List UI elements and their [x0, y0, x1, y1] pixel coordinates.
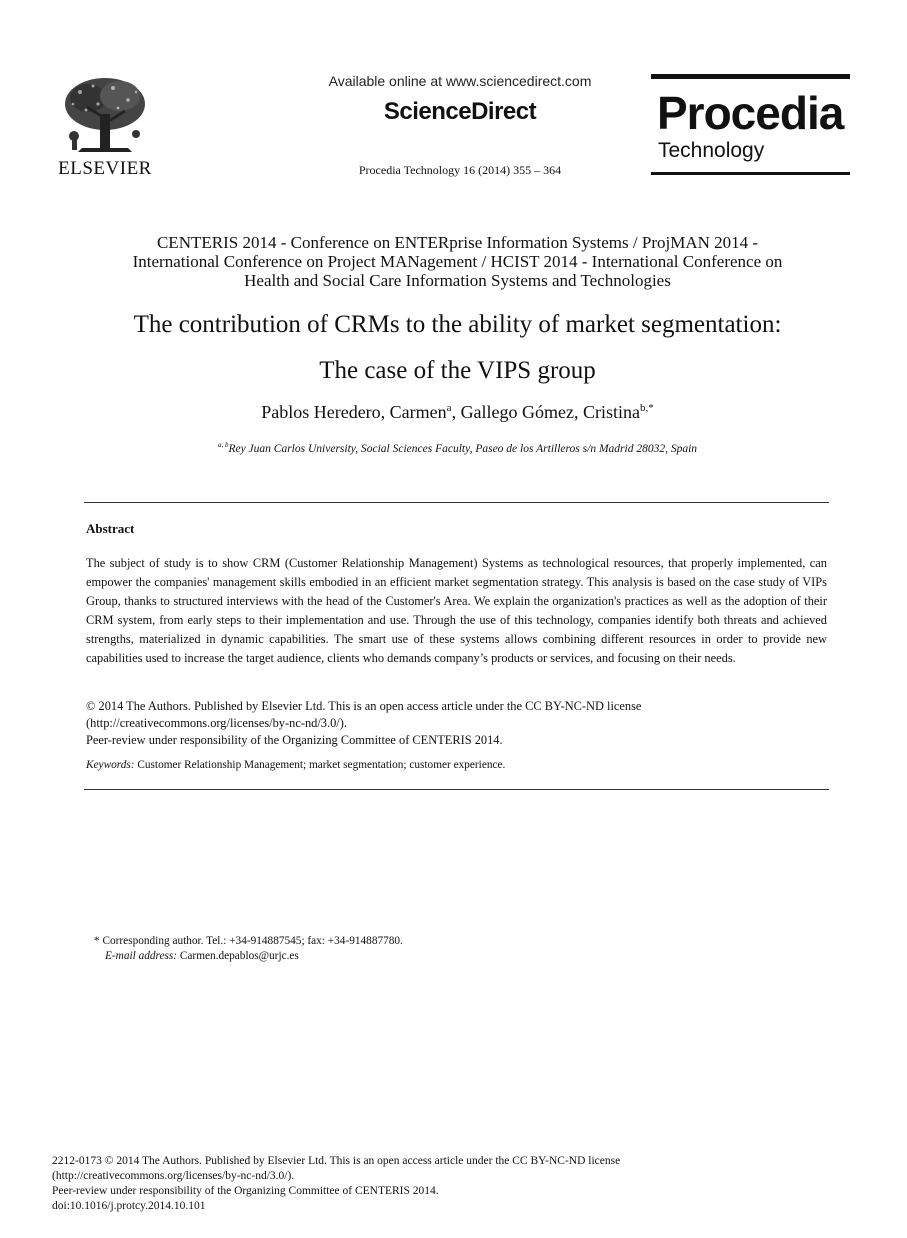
author-1: Pablos Heredero, Carmen [261, 402, 447, 422]
divider-top [84, 502, 829, 503]
email-label: E-mail address: [105, 950, 178, 962]
procedia-logo [651, 74, 850, 177]
keywords-label: Keywords: [86, 759, 135, 771]
bottom-line: Peer-review under responsibility of the Organizing Committee of CENTERIS 2014. [52, 1185, 439, 1197]
procedia-top-bar [651, 74, 850, 79]
available-online: Available online at www.sciencedirect.com [328, 73, 592, 89]
author-2: Gallego Gómez, Cristina [460, 402, 641, 422]
license-link[interactable]: (http://creativecommons.org/licenses/by-nc-nd/3.0/). [86, 716, 347, 730]
author-2-sup: b,* [640, 402, 654, 414]
affiliation [100, 441, 815, 455]
divider-bottom [84, 789, 829, 790]
footnote [94, 934, 794, 964]
elsevier-tree-icon [58, 74, 152, 156]
abstract-body: The subject of study is to show CRM (Customer Relationship Management) Systems as technological resources, that properly implemented, can empower the companies' management skills embodied in an efficient market segmentation strategy. This analysis is based on the case study of VIPs Group, thanks to structured interviews with the head of the Customer's Area. We explain the organization's practices as well as the adoption of their CRM system, from early steps to their implementation and use. Through the use of this technology, companies identify both threats and achieved strengths, materialized in dynamic capabilities. The smart use of these systems allows combining different resources in order to provide new capabilities used to increase the target audience, clients who demands company’s products or services, and focusing on their needs. [86, 556, 827, 665]
procedia-bottom-bar [651, 172, 850, 175]
elsevier-wordmark: ELSEVIER [58, 158, 152, 179]
procedia-sub: Technology [658, 139, 765, 162]
bottom-line: 2212-0173 © 2014 The Authors. Published by Elsevier Ltd. This is an open access article under the CC BY-NC-ND license [52, 1155, 621, 1167]
corresponding-author: * Corresponding author. Tel.: +34-914887545; fax: +34-914887780. [94, 935, 403, 947]
license-line: © 2014 The Authors. Published by Elsevier Ltd. This is an open access article under the CC BY-NC-ND license [86, 699, 642, 713]
journal-citation: Procedia Technology 16 (2014) 355 – 364 [358, 163, 562, 177]
paper-title-line1: The contribution of CRMs to the ability of market segmentation: [133, 311, 782, 338]
license-block [86, 698, 827, 749]
conference-line: Health and Social Care Information Systems and Technologies [244, 271, 671, 290]
author-1-sup: a [446, 402, 452, 414]
email-line [94, 949, 794, 964]
affiliation-text: Rey Juan Carlos University, Social Sciences Faculty, Paseo de los Artilleros s/n Madrid 28032, Spain [228, 442, 698, 455]
keywords [86, 759, 827, 771]
conference-name [60, 233, 855, 290]
license-line: Peer-review under responsibility of the Organizing Committee of CENTERIS 2014. [86, 733, 503, 747]
abstract-heading: Abstract [86, 521, 135, 536]
paper-title-line2: The case of the VIPS group [319, 357, 596, 384]
email-address[interactable]: Carmen.depablos@urjc.es [177, 950, 299, 962]
bottom-link[interactable]: (http://creativecommons.org/licenses/by-nc-nd/3.0/). [52, 1170, 295, 1182]
keywords-text: Customer Relationship Management; market segmentation; customer experience. [134, 759, 506, 771]
procedia-name: Procedia [657, 87, 844, 139]
conference-line: International Conference on Project MANagement / HCIST 2014 - International Conference on [132, 252, 783, 271]
affiliation-sup: a, b [217, 441, 229, 449]
bottom-info [52, 1154, 852, 1214]
conference-line: CENTERIS 2014 - Conference on ENTERprise Information Systems / ProjMAN 2014 - [156, 233, 759, 252]
doi[interactable]: doi:10.1016/j.protcy.2014.10.101 [52, 1200, 206, 1212]
sciencedirect-wordmark: ScienceDirect [383, 98, 537, 125]
authors [100, 402, 815, 423]
elsevier-logo [55, 74, 155, 179]
author-separator: , [451, 402, 461, 422]
